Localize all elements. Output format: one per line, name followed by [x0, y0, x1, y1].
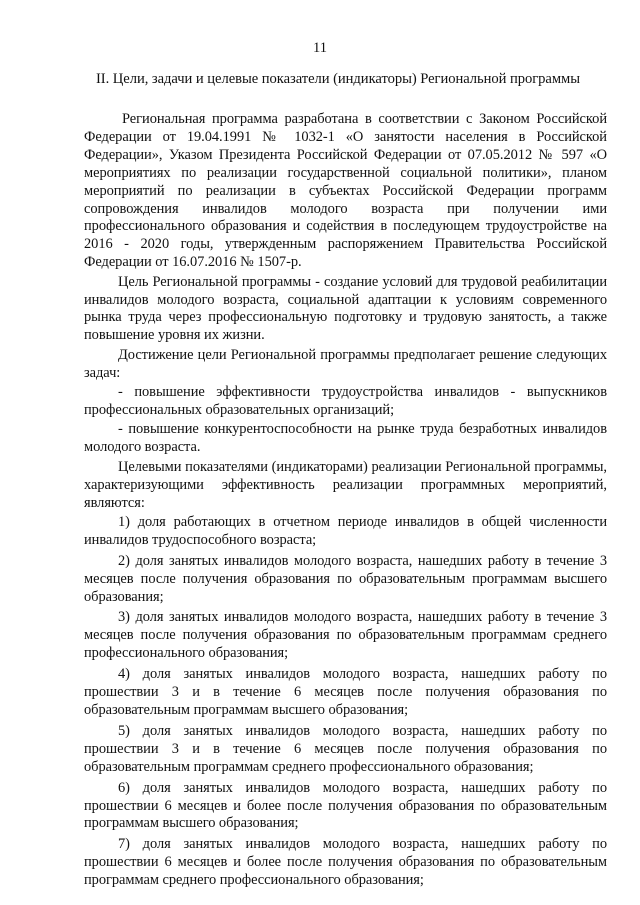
page-number: 11 — [313, 40, 327, 56]
paragraph-program-goal: Цель Региональной программы - создание условий для трудовой реабилитации инвалидов молодого возраста, социальной адаптации к условиям современного рынка труда через профессиональную подготовку и трудовую занятость, а также повышение уровня их жизни. — [84, 273, 607, 344]
task-item: - повышение конкурентоспособности на рынке труда безработных инвалидов молодого возраста. — [84, 421, 607, 456]
indicator-item: 7) доля занятых инвалидов молодого возраста, нашедших работу по прошествии 6 месяцев и более после получения образования по образовательным программам среднего профессионального образования; — [84, 836, 607, 889]
indicator-item: 5) доля занятых инвалидов молодого возраста, нашедших работу по прошествии 3 и в течение 6 месяцев после получения образования по образовательным программам среднего профессионального образования; — [84, 722, 607, 775]
indicator-item: 6) доля занятых инвалидов молодого возраста, нашедших работу по прошествии 6 месяцев и более после получения образования по образовательным программам высшего образования; — [84, 779, 607, 832]
indicator-item: 3) доля занятых инвалидов молодого возраста, нашедших работу в течение 3 месяцев после получения образования по образовательным программам среднего профессионального образования; — [84, 609, 607, 662]
paragraph-indicators-intro: Целевыми показателями (индикаторами) реализации Региональной программы, характеризующими эффективность реализации программных мероприятий, являются: — [84, 458, 607, 511]
paragraph-legal-basis: Региональная программа разработана в соответствии с Законом Российской Федерации от 19.04.1991 № 1032-1 «О занятости населения в Российской Федерации», Указом Президента Российской Федерации от 07.05.2012 № 597 «О мероприятиях по реализации государственной социальной политики», планом мероприятий по реализации в субъектах Российской Федерации программ сопровождения инвалидов молодого возраста при получении ими профессионального образования и содействия в последующем трудоустройстве на 2016 - 2020 годы, утвержденным распоряжением Правительства Российской Федерации от 16.07.2016 № 1507-р. — [84, 111, 607, 271]
indicator-item: 2) доля занятых инвалидов молодого возраста, нашедших работу в течение 3 месяцев после получения образования по образовательным программам высшего образования; — [84, 552, 607, 605]
document-body — [84, 111, 607, 893]
section-title: II. Цели, задачи и целевые показатели (индикаторы) Региональной программы — [95, 71, 580, 87]
task-item: - повышение эффективности трудоустройства инвалидов - выпускников профессиональных образовательных организаций; — [84, 384, 607, 418]
paragraph-tasks-intro: Достижение цели Региональной программы предполагает решение следующих задач: — [84, 346, 607, 381]
indicator-item: 4) доля занятых инвалидов молодого возраста, нашедших работу по прошествии 3 и в течение 6 месяцев после получения образования по образовательным программам высшего образования; — [84, 666, 607, 718]
indicator-item: 1) доля работающих в отчетном периоде инвалидов в общей численности инвалидов трудоспособного возраста; — [84, 513, 607, 548]
